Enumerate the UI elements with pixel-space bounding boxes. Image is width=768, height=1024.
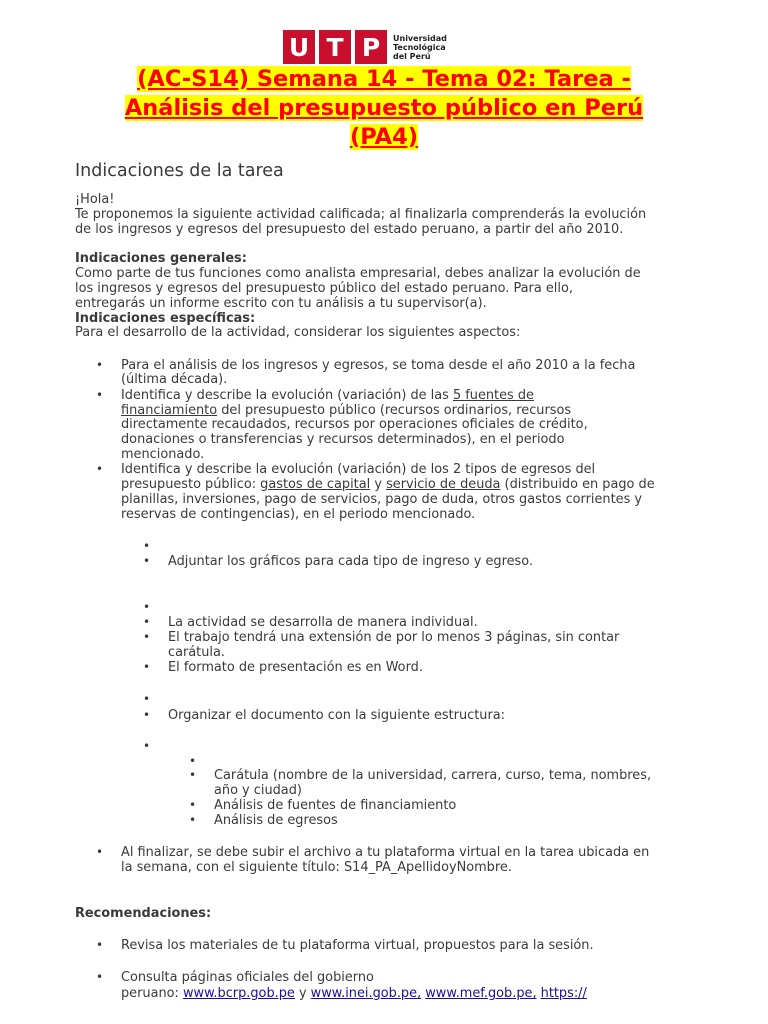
list-item: mencionado. [121, 447, 205, 462]
specific-heading: Indicaciones específicas: [75, 311, 256, 326]
list-item: la semana, con el siguiente título: S14_PA_ApellidoyNombre. [121, 860, 512, 875]
page-title: (AC-S14) Semana 14 - Tema 02: Tarea - Análisis del presupuesto público en Perú (PA4) [124, 66, 644, 150]
list-item: carátula. [168, 645, 225, 660]
bullet-dot: • [189, 768, 197, 782]
list-item: Carátula (nombre de la universidad, carrera, curso, tema, nombres, [214, 768, 652, 783]
list-item: reservas de contingencias), en el periodo mencionado. [121, 507, 476, 522]
logo-letter-p: P [355, 30, 387, 64]
list-item: Revisa los materiales de tu plataforma virtual, propuestos para la sesión. [121, 938, 594, 953]
list-item: peruano: www.bcrp.gob.pe y www.inei.gob.pe, www.mef.gob.pe, https:// [121, 986, 587, 1001]
list-item: Organizar el documento con la siguiente estructura: [168, 708, 506, 723]
bullet-dot: • [143, 660, 151, 674]
list-item: directamente recaudados, recursos por operaciones oficiales de crédito, [121, 417, 588, 432]
link-gastos-capital[interactable]: gastos de capital [260, 477, 371, 492]
list-item: Identifica y describe la evolución (variación) de las 5 fuentes de [121, 388, 534, 403]
list-item: año y ciudad) [214, 783, 302, 798]
logo-letter-t: T [319, 30, 351, 64]
logo-university-name: Universidad Tecnológica del Perú [393, 33, 447, 61]
list-item: La actividad se desarrolla de manera individual. [168, 615, 478, 630]
list-item: Adjuntar los gráficos para cada tipo de ingreso y egreso. [168, 554, 534, 569]
link-mef[interactable]: www.mef.gob.pe, [425, 986, 537, 1001]
list-item: Al finalizar, se debe subir el archivo a tu plataforma virtual en la tarea ubicada en [121, 845, 650, 860]
link-https[interactable]: https:// [540, 986, 587, 1001]
bullet-dot: • [143, 600, 151, 614]
general-line-3: entregarás un informe escrito con tu análisis a tu supervisor(a). [75, 296, 487, 311]
section-heading: Indicaciones de la tarea [75, 161, 284, 181]
specific-intro: Para el desarrollo de la actividad, considerar los siguientes aspectos: [75, 325, 521, 340]
utp-logo [283, 30, 447, 64]
bullet-dot: • [96, 388, 104, 402]
list-item: Para el análisis de los ingresos y egresos, se toma desde el año 2010 a la fecha [121, 358, 636, 373]
list-item: (última década). [121, 372, 228, 387]
bullet-dot: • [143, 739, 151, 753]
link-servicio-deuda[interactable]: servicio de deuda [386, 477, 501, 492]
bullet-dot: • [143, 554, 151, 568]
recommendations-heading: Recomendaciones: [75, 906, 212, 921]
link-fuentes[interactable]: 5 fuentes de [452, 388, 534, 403]
general-line-2: los ingresos y egresos del presupuesto público del estado peruano. Para ello, [75, 281, 573, 296]
link-financiamiento[interactable]: financiamiento [121, 403, 218, 418]
list-item: Identifica y describe la evolución (variación) de los 2 tipos de egresos del [121, 462, 596, 477]
bullet-dot: • [143, 708, 151, 722]
bullet-dot: • [96, 970, 104, 984]
general-line-1: Como parte de tus funciones como analista empresarial, debes analizar la evolución de [75, 266, 641, 281]
bullet-dot: • [96, 845, 104, 859]
list-item: presupuesto público: gastos de capital y servicio de deuda (distribuido en pago de [121, 477, 655, 492]
greeting: ¡Hola! [75, 192, 115, 207]
list-item: Análisis de egresos [214, 813, 338, 828]
bullet-dot: • [189, 813, 197, 827]
list-item: Consulta páginas oficiales del gobierno [121, 970, 374, 985]
general-heading: Indicaciones generales: [75, 251, 247, 266]
bullet-dot: • [143, 615, 151, 629]
list-item: El formato de presentación es en Word. [168, 660, 423, 675]
bullet-dot: • [96, 938, 104, 952]
bullet-dot: • [143, 630, 151, 644]
list-item: donaciones o transferencias y recursos determinados), en el periodo [121, 432, 565, 447]
bullet-dot: • [96, 358, 104, 372]
link-bcrp[interactable]: www.bcrp.gob.pe [182, 986, 295, 1001]
bullet-dot: • [189, 754, 197, 768]
intro-line-1: Te proponemos la siguiente actividad calificada; al finalizarla comprenderás la evolución [75, 207, 647, 222]
logo-letter-u: U [283, 30, 315, 64]
list-item: financiamiento del presupuesto público (recursos ordinarios, recursos [121, 403, 572, 418]
intro-line-2: de los ingresos y egresos del presupuesto del estado peruano, a partir del año 2010. [75, 222, 624, 237]
bullet-dot: • [143, 539, 151, 553]
list-item: planillas, inversiones, pago de servicios, pago de duda, otros gastos corrientes y [121, 492, 643, 507]
list-item: Análisis de fuentes de financiamiento [214, 798, 457, 813]
bullet-dot: • [143, 692, 151, 706]
bullet-dot: • [96, 462, 104, 476]
list-item: El trabajo tendrá una extensión de por lo menos 3 páginas, sin contar [168, 630, 620, 645]
bullet-dot: • [189, 798, 197, 812]
link-inei[interactable]: www.inei.gob.pe, [310, 986, 422, 1001]
